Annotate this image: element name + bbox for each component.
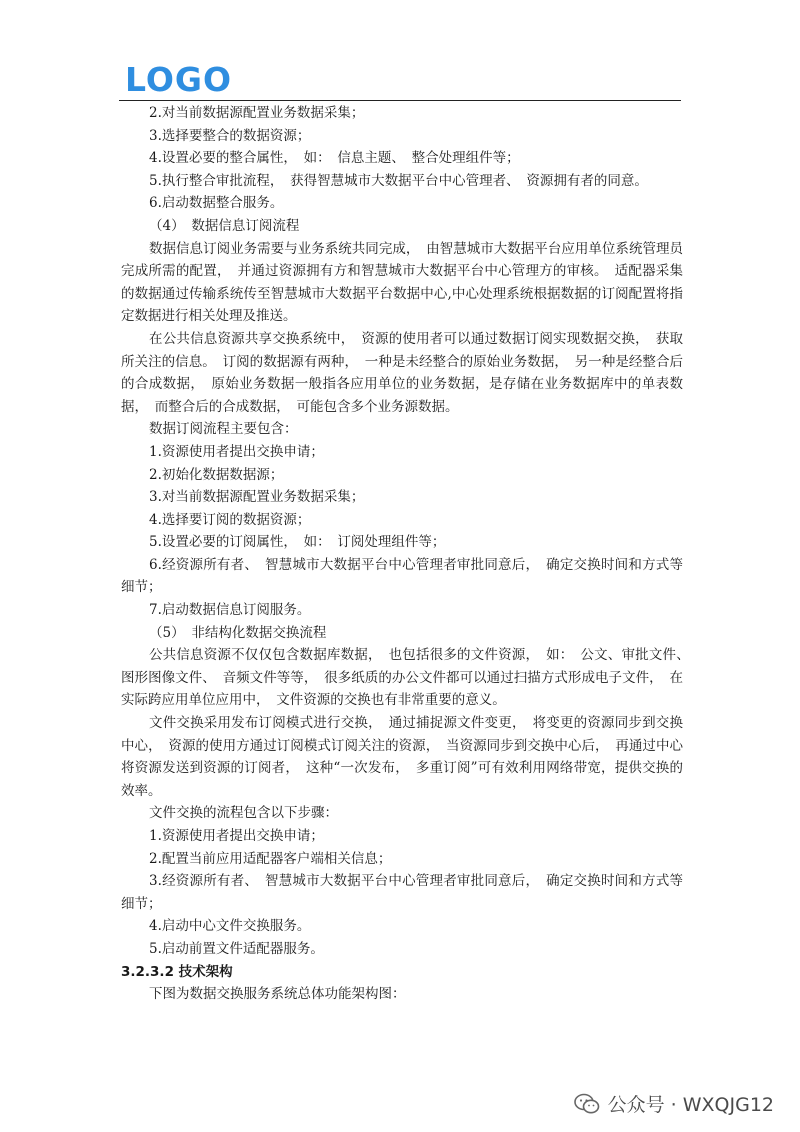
paragraph: 1.资源使用者提出交换申请； [149,443,324,460]
paragraph: 公共信息资源不仅仅包含数据库数据， 也包括很多的文件资源， 如： 公文、审批文件、 图形图像文件、 音频文件等等， 很多纸质的办公文件都可以通过扫描方式形成电子文件， 在实际跨应用单位应用中， 文件资源的交换也有非常重要的意义。 [121,647,697,709]
paragraph: （5） 非结构化数据交换流程 [149,624,327,641]
logo: LOGO [125,60,233,99]
paragraph: 1.资源使用者提出交换申请； [149,828,324,844]
paragraph: 2.初始化数据数据源； [149,466,284,483]
paragraph: 4.设置必要的整合属性， 如： 信息主题、 整合处理组件等； [149,150,520,167]
paragraph: 4.启动中心文件交换服务。 [149,918,311,935]
paragraph: 4.选择要订阅的数据资源； [149,511,311,528]
paragraph: 3.对当前数据源配置业务数据采集； [149,489,365,506]
watermark-text: 公众号 · WXQJG12 [607,1094,774,1116]
paragraph: 文件交换采用发布订阅模式进行交换， 通过捕捉源文件变更， 将变更的资源同步到交换中心， 资源的使用方通过订阅模式订阅关注的资源， 当资源同步到交换中心后， 再通过中心将资源发送到资源的订阅者， 这种“一次发布， 多重订阅”可有效利用网络带宽，提供交换的效率。 [121,715,683,799]
paragraph: 5.设置必要的订阅属性， 如： 订阅处理组件等； [149,534,446,551]
paragraph: 3.经资源所有者、 智慧城市大数据平台中心管理者审批同意后， 确定交换时间和方式等细节； [121,873,683,912]
paragraph: 下图为数据交换服务系统总体功能架构图： [149,986,406,1003]
header-divider [119,100,681,101]
paragraph: 在公共信息资源共享交换系统中， 资源的使用者可以通过数据订阅实现数据交换， 获取所关注的信息。 订阅的数据源有两种， 一种是未经整合的原始业务数据， 另一种是经整合后的合成数据， 原始业务数据一般指各应用单位的业务数据，是存储在业务数据库中的单表数据， 而整合后的合成数据， 可能包含多个业务源数据。 [121,330,683,415]
document-body [121,102,697,1006]
paragraph: 数据订阅流程主要包含： [149,421,298,438]
paragraph: 5.启动前置文件适配器服务。 [149,940,324,957]
paragraph: 6.经资源所有者、 智慧城市大数据平台中心管理者审批同意后， 确定交换时间和方式等细节； [121,556,683,596]
watermark [574,1090,774,1117]
paragraph: （4） 数据信息订阅流程 [149,217,300,234]
paragraph: 2.对当前数据源配置业务数据采集； [149,105,365,121]
paragraph: 文件交换的流程包含以下步骤： [149,805,338,822]
wechat-icon [574,1093,600,1115]
paragraph: 2.配置当前应用适配器客户端相关信息； [149,850,392,867]
paragraph: 7.启动数据信息订阅服务。 [149,602,311,619]
paragraph: 3.选择要整合的数据资源； [149,127,311,144]
paragraph: 数据信息订阅业务需要与业务系统共同完成， 由智慧城市大数据平台应用单位系统管理员完成所需的配置， 并通过资源拥有方和智慧城市大数据平台中心管理方的审核。 适配器采集的数据通过传输系统传至智慧城市大数据平台数据中心,中心处理系统根据数据的订阅配置将指定数据进行相关处理及推送。 [121,240,683,325]
paragraph: 5.执行整合审批流程， 获得智慧城市大数据平台中心管理者、 资源拥有者的同意。 [149,172,648,189]
paragraph: 6.启动数据整合服务。 [149,195,284,212]
section-heading: 3.2.3.2 技术架构 [121,963,233,980]
